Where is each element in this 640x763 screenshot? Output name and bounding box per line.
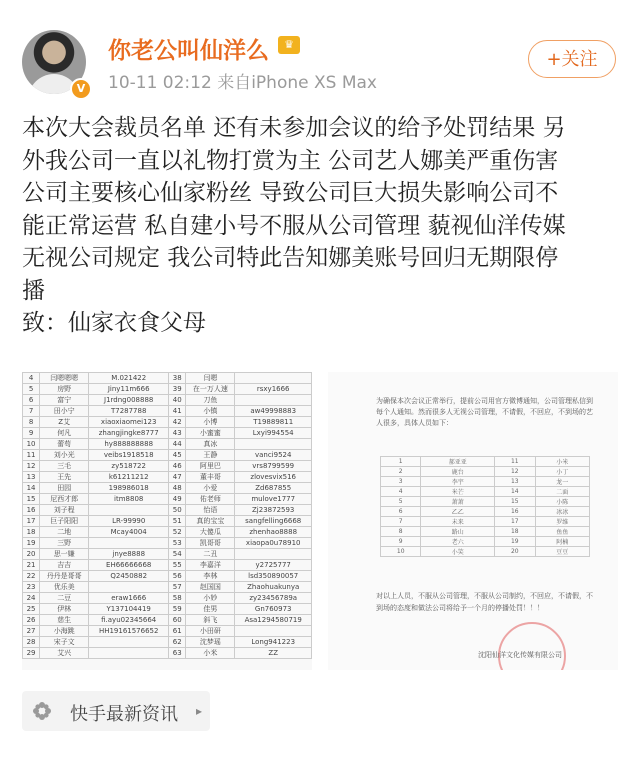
- table-cell: 24: [23, 593, 40, 604]
- table-cell: 41: [169, 406, 186, 417]
- chevron-right-icon: ▸: [196, 704, 203, 718]
- table-cell: 25: [23, 604, 40, 615]
- table-cell: 51: [169, 516, 186, 527]
- flower-icon: [32, 701, 52, 721]
- table-cell: 18: [23, 527, 40, 538]
- table-row: [23, 428, 312, 439]
- table-cell: 6: [23, 395, 40, 406]
- table-cell: 5: [381, 497, 421, 507]
- table-cell: zlovesvix516: [235, 472, 312, 483]
- table-cell: 63: [169, 648, 186, 659]
- table-cell: 57: [169, 582, 186, 593]
- table-cell: 23: [23, 582, 40, 593]
- table-cell: 艾兴: [40, 648, 89, 659]
- table-row: [381, 537, 590, 547]
- post-line: 播: [22, 277, 45, 304]
- table-cell: veibs1918518: [89, 450, 169, 461]
- table-cell: 三野: [40, 538, 89, 549]
- table-cell: [235, 373, 312, 384]
- table-cell: 小米: [535, 457, 589, 467]
- table-cell: Long941223: [235, 637, 312, 648]
- table-cell: [89, 637, 169, 648]
- table-cell: 何凡: [40, 428, 89, 439]
- table-cell: 二豆: [40, 593, 89, 604]
- table-cell: xiaoxiaomei123: [89, 417, 169, 428]
- table-row: [23, 384, 312, 395]
- table-cell: 慈生: [40, 615, 89, 626]
- table-cell: 小博: [186, 417, 235, 428]
- table-cell: 14: [23, 483, 40, 494]
- table-cell: 50: [169, 505, 186, 516]
- table-cell: 5: [23, 384, 40, 395]
- table-cell: 3: [381, 477, 421, 487]
- table-cell: 三毛: [40, 461, 89, 472]
- table-cell: Y137104419: [89, 604, 169, 615]
- table-cell: 刀鱼: [186, 395, 235, 406]
- table-cell: 19: [23, 538, 40, 549]
- table-cell: 4: [23, 373, 40, 384]
- table-cell: 29: [23, 648, 40, 659]
- table-cell: 小蜜蜜: [186, 428, 235, 439]
- table-row: [23, 637, 312, 648]
- table-cell: 大傻瓜: [186, 527, 235, 538]
- table-cell: 尼西才郎: [40, 494, 89, 505]
- table-cell: LR-99990: [89, 516, 169, 527]
- table-cell: [235, 395, 312, 406]
- username[interactable]: 你老公叫仙洋么: [108, 38, 269, 64]
- post-line: 能正常运营 私自建小号不服从公司管理 藐视仙洋传媒: [22, 212, 566, 239]
- table-cell: 47: [169, 472, 186, 483]
- table-cell: eraw1666: [89, 593, 169, 604]
- table-cell: 18: [495, 527, 535, 537]
- table-cell: 58: [169, 593, 186, 604]
- table-cell: 佑老师: [186, 494, 235, 505]
- table-cell: [89, 505, 169, 516]
- post-line: 公司主要核心仙家粉丝 导致公司巨大损失影响公司不: [22, 180, 559, 206]
- table-cell: [235, 626, 312, 637]
- table-row: [23, 439, 312, 450]
- table-cell: [89, 582, 169, 593]
- table-cell: T7287788: [89, 406, 169, 417]
- table-row: [23, 472, 312, 483]
- table-cell: zhangjingke8777: [89, 428, 169, 439]
- table-cell: 吉吉: [40, 560, 89, 571]
- table-cell: hy888888888: [89, 439, 169, 450]
- table-row: [23, 549, 312, 560]
- table-cell: 62: [169, 637, 186, 648]
- table-cell: 怡语: [186, 505, 235, 516]
- table-cell: 6: [381, 507, 421, 517]
- table-cell: Zhaohuakunya: [235, 582, 312, 593]
- table-cell: 阿里巴: [186, 461, 235, 472]
- table-cell: 赵国国: [186, 582, 235, 593]
- table-cell: mulove1777: [235, 494, 312, 505]
- table-cell: 李林: [186, 571, 235, 582]
- table-row: [23, 626, 312, 637]
- table-cell: 李嘉洋: [186, 560, 235, 571]
- follow-button[interactable]: +关注: [528, 40, 616, 78]
- table-cell: 4: [381, 487, 421, 497]
- table-row: [23, 593, 312, 604]
- table-cell: itm8808: [89, 494, 169, 505]
- table-cell: 二丑: [186, 549, 235, 560]
- table-cell: 斜飞: [186, 615, 235, 626]
- table-cell: 12: [23, 461, 40, 472]
- table-cell: 老六: [421, 537, 495, 547]
- post-line: 无视公司规定 我公司特此告知娜美账号回归无期限停: [22, 245, 559, 271]
- table-row: [381, 457, 590, 467]
- table-cell: 26: [23, 615, 40, 626]
- table-row: [23, 582, 312, 593]
- table-cell: xiaopa0u78910: [235, 538, 312, 549]
- table-row: [381, 507, 590, 517]
- table-cell: 田园: [40, 483, 89, 494]
- table-cell: 16: [23, 505, 40, 516]
- penalty-text: 对以上人员，不服从公司管理，不服从公司制约，不回应，不请假，不到场的态度和做法公司将给予一个月的停播处罚！！！: [376, 592, 593, 612]
- table-cell: 10: [23, 439, 40, 450]
- table-cell: 16: [495, 507, 535, 517]
- post-greeting: 致：仙家衣食父母: [22, 310, 206, 336]
- table-cell: 富宁: [40, 395, 89, 406]
- table-row: [23, 461, 312, 472]
- table-cell: 8: [23, 417, 40, 428]
- table-cell: k61211212: [89, 472, 169, 483]
- table-row: [381, 477, 590, 487]
- table-cell: 52: [169, 527, 186, 538]
- table-cell: 小海跳: [40, 626, 89, 637]
- table-cell: 鹿台: [421, 467, 495, 477]
- table-cell: Asa1294580719: [235, 615, 312, 626]
- table-row: [23, 373, 312, 384]
- table-cell: 12: [495, 467, 535, 477]
- notice-text: 为确保本次会议正常举行，提前公司用官方微博通知，公司管理私信到每个人通知。然而很多人无视公司管理，不请假，不回应，不到场的艺人很多，具体人员如下：: [376, 397, 593, 427]
- table-row: [23, 483, 312, 494]
- table-cell: 54: [169, 549, 186, 560]
- table-cell: 沈梦瑶: [186, 637, 235, 648]
- table-cell: 闫嗯嗯嗯: [40, 373, 89, 384]
- table-cell: 凯哥哥: [186, 538, 235, 549]
- table-cell: zy23456789a: [235, 593, 312, 604]
- table-cell: 冰冰: [535, 507, 589, 517]
- table-row: [23, 450, 312, 461]
- crown-icon: ♛: [278, 36, 300, 54]
- table-cell: 郝亚亚: [421, 457, 495, 467]
- table-cell: 豆豆: [535, 547, 589, 557]
- table-cell: 38: [169, 373, 186, 384]
- table-cell: Zd687855: [235, 483, 312, 494]
- table-cell: 2: [381, 467, 421, 477]
- table-cell: 小爱: [186, 483, 235, 494]
- table-cell: [235, 439, 312, 450]
- roster-table: [22, 372, 312, 659]
- table-cell: 刘小光: [40, 450, 89, 461]
- table-cell: 44: [169, 439, 186, 450]
- table-cell: 20: [23, 549, 40, 560]
- table-cell: 10: [381, 547, 421, 557]
- verified-badge-icon: V: [70, 78, 92, 100]
- table-cell: 45: [169, 450, 186, 461]
- table-cell: 巨子阳阳: [40, 516, 89, 527]
- table-cell: 7: [23, 406, 40, 417]
- table-cell: 蕾苟: [40, 439, 89, 450]
- table-cell: HH19161576652: [89, 626, 169, 637]
- table-cell: 11: [23, 450, 40, 461]
- table-cell: 27: [23, 626, 40, 637]
- table-cell: 13: [23, 472, 40, 483]
- table-cell: 在一万人速: [186, 384, 235, 395]
- table-cell: [89, 648, 169, 659]
- source-link[interactable]: [22, 691, 210, 731]
- table-row: [23, 494, 312, 505]
- table-cell: 43: [169, 428, 186, 439]
- table-cell: 小丁: [535, 467, 589, 477]
- table-cell: 闫嗯: [186, 373, 235, 384]
- post-text: [22, 112, 622, 340]
- table-cell: 15: [23, 494, 40, 505]
- table-cell: 40: [169, 395, 186, 406]
- table-cell: vanci9524: [235, 450, 312, 461]
- table-cell: Jiny11m666: [89, 384, 169, 395]
- timestamp: 10-11 02:12: [108, 73, 212, 93]
- table-row: [23, 560, 312, 571]
- table-cell: 佳男: [186, 604, 235, 615]
- roster-image[interactable]: [22, 372, 312, 670]
- company-signature: 沈阳仙洋文化传媒有限公司: [478, 651, 562, 659]
- table-cell: fi.ayu02345664: [89, 615, 169, 626]
- table-cell: 真的宝宝: [186, 516, 235, 527]
- table-cell: 丹丹是哥哥: [40, 571, 89, 582]
- table-cell: 19: [495, 537, 535, 547]
- table-cell: 42: [169, 417, 186, 428]
- table-row: [23, 505, 312, 516]
- table-cell: 198986018: [89, 483, 169, 494]
- table-cell: 46: [169, 461, 186, 472]
- table-cell: 9: [381, 537, 421, 547]
- table-cell: 9: [23, 428, 40, 439]
- table-cell: T19889811: [235, 417, 312, 428]
- table-cell: sangfelling6668: [235, 516, 312, 527]
- table-row: [23, 417, 312, 428]
- table-cell: 14: [495, 487, 535, 497]
- table-cell: 思一嫌: [40, 549, 89, 560]
- table-cell: [89, 538, 169, 549]
- table-row: [23, 395, 312, 406]
- table-cell: 22: [23, 571, 40, 582]
- table-cell: 鱼鱼: [535, 527, 589, 537]
- table-row: [23, 516, 312, 527]
- table-cell: 二面: [535, 487, 589, 497]
- table-cell: 刘子程: [40, 505, 89, 516]
- table-cell: lsd350890057: [235, 571, 312, 582]
- table-cell: 11: [495, 457, 535, 467]
- table-cell: 15: [495, 497, 535, 507]
- table-cell: [235, 549, 312, 560]
- table-cell: 28: [23, 637, 40, 648]
- post-images: [22, 372, 618, 670]
- table-row: [23, 604, 312, 615]
- table-cell: 55: [169, 560, 186, 571]
- table-cell: 17: [495, 517, 535, 527]
- table-row: [381, 517, 590, 527]
- table-cell: 二地: [40, 527, 89, 538]
- table-cell: 61: [169, 626, 186, 637]
- post-line: 外我公司一直以礼物打赏为主 公司艺人娜美严重伤害: [22, 147, 559, 174]
- table-cell: 乙乙: [421, 507, 495, 517]
- table-row: [23, 571, 312, 582]
- table-cell: EH66666668: [89, 560, 169, 571]
- table-row: [381, 487, 590, 497]
- table-cell: 小笑: [421, 547, 495, 557]
- table-cell: 小米: [186, 648, 235, 659]
- table-cell: 17: [23, 516, 40, 527]
- table-cell: 60: [169, 615, 186, 626]
- table-cell: 米芒: [421, 487, 495, 497]
- table-cell: 小镇: [186, 406, 235, 417]
- table-cell: 48: [169, 483, 186, 494]
- table-cell: M.021422: [89, 373, 169, 384]
- table-cell: 萧萧: [421, 497, 495, 507]
- table-cell: vrs8799599: [235, 461, 312, 472]
- table-row: [23, 648, 312, 659]
- table-cell: 49: [169, 494, 186, 505]
- table-cell: jnye8888: [89, 549, 169, 560]
- table-cell: Lxyi994554: [235, 428, 312, 439]
- company-stamp: [498, 622, 566, 670]
- table-cell: 59: [169, 604, 186, 615]
- table-row: [381, 497, 590, 507]
- table-cell: 伊林: [40, 604, 89, 615]
- table-cell: 房野: [40, 384, 89, 395]
- table-cell: Mcay4004: [89, 527, 169, 538]
- post-header: [0, 0, 640, 112]
- post-meta: [108, 68, 377, 93]
- table-cell: Zj23872593: [235, 505, 312, 516]
- notice-image[interactable]: [328, 372, 618, 670]
- table-cell: zhenhao8888: [235, 527, 312, 538]
- table-cell: 李宇: [421, 477, 495, 487]
- device-source: 来自iPhone XS Max: [217, 73, 377, 93]
- table-cell: 21: [23, 560, 40, 571]
- table-cell: 路山: [421, 527, 495, 537]
- table-cell: 阿楠: [535, 537, 589, 547]
- table-cell: 宋子文: [40, 637, 89, 648]
- table-row: [23, 615, 312, 626]
- table-cell: y2725777: [235, 560, 312, 571]
- table-cell: 优乐美: [40, 582, 89, 593]
- table-cell: 小田研: [186, 626, 235, 637]
- table-cell: 真冰: [186, 439, 235, 450]
- table-cell: 小陈: [535, 497, 589, 507]
- table-cell: 13: [495, 477, 535, 487]
- table-row: [23, 406, 312, 417]
- table-cell: rsxy1666: [235, 384, 312, 395]
- table-cell: 8: [381, 527, 421, 537]
- table-row: [381, 527, 590, 537]
- table-cell: 王静: [186, 450, 235, 461]
- table-cell: 小妙: [186, 593, 235, 604]
- table-row: [23, 527, 312, 538]
- table-row: [381, 547, 590, 557]
- table-cell: Z艾: [40, 417, 89, 428]
- table-cell: 7: [381, 517, 421, 527]
- table-cell: 39: [169, 384, 186, 395]
- table-cell: 53: [169, 538, 186, 549]
- table-cell: 龙一: [535, 477, 589, 487]
- table-row: [23, 538, 312, 549]
- table-cell: Q2450882: [89, 571, 169, 582]
- absentee-table: [380, 456, 590, 557]
- table-cell: 20: [495, 547, 535, 557]
- table-cell: 王先: [40, 472, 89, 483]
- table-cell: aw49998883: [235, 406, 312, 417]
- table-cell: 田小宁: [40, 406, 89, 417]
- table-row: [381, 467, 590, 477]
- post-line: 本次大会裁员名单 还有未参加会议的给予处罚结果 另: [22, 115, 566, 141]
- table-cell: ZZ: [235, 648, 312, 659]
- table-cell: zy518722: [89, 461, 169, 472]
- table-cell: 未来: [421, 517, 495, 527]
- source-label: 快手最新资讯: [70, 704, 178, 725]
- table-cell: 罗维: [535, 517, 589, 527]
- table-cell: 1: [381, 457, 421, 467]
- table-cell: 56: [169, 571, 186, 582]
- table-cell: Gn760973: [235, 604, 312, 615]
- table-cell: J1rdng008888: [89, 395, 169, 406]
- table-cell: 董丰哥: [186, 472, 235, 483]
